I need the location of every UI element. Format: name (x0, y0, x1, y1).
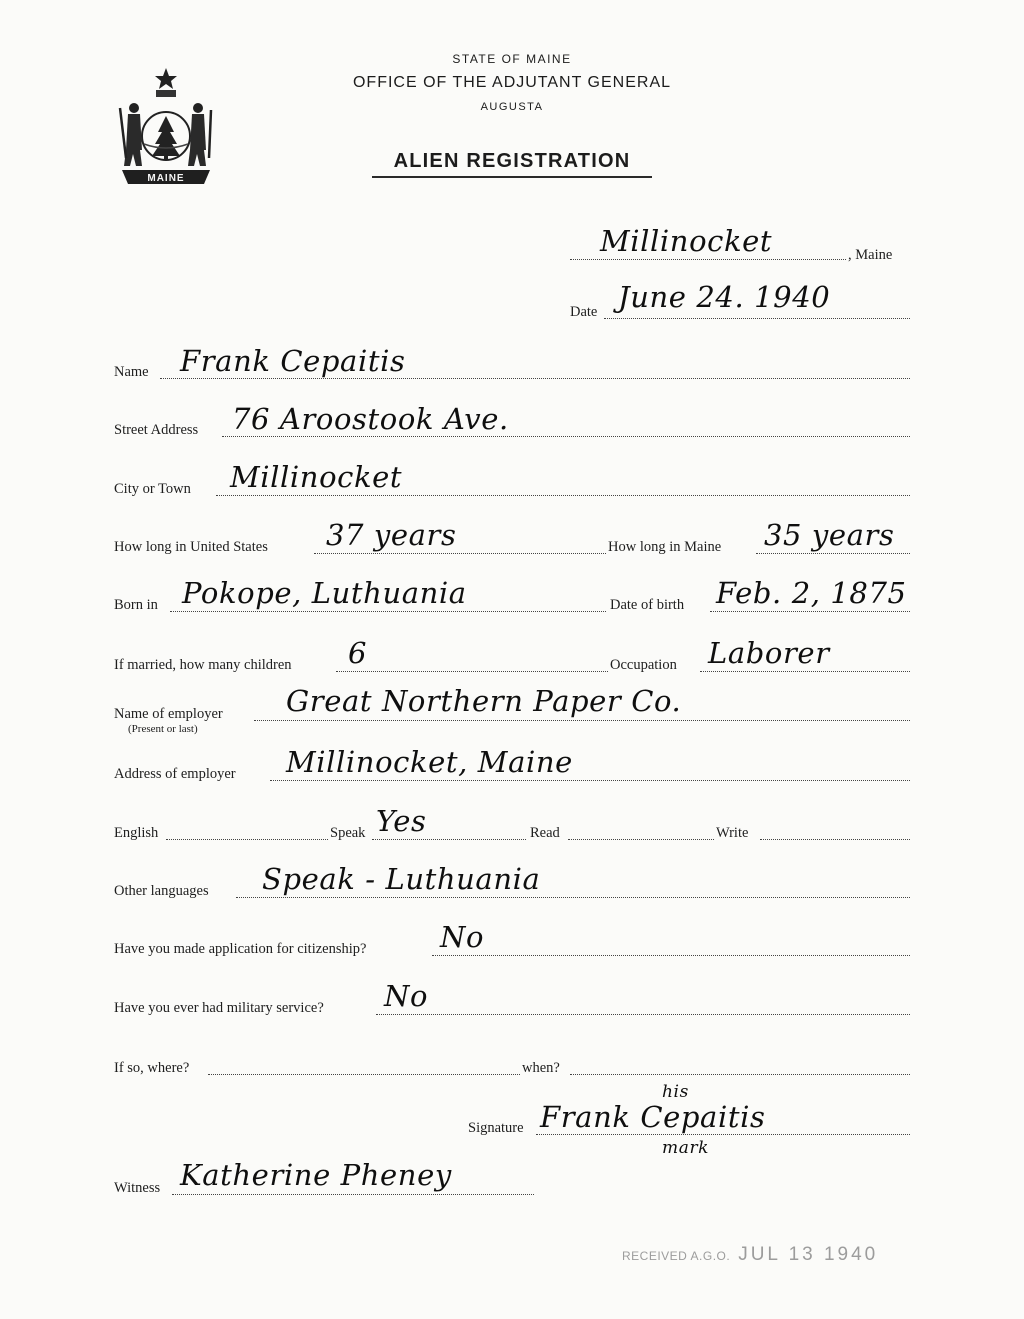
english-dotted-line (166, 839, 328, 840)
date-label: Date (570, 304, 598, 320)
occupation-dotted-line (700, 671, 910, 672)
occupation-label: Occupation (610, 657, 677, 673)
how-long-maine-label: How long in Maine (608, 539, 722, 555)
born-in-dotted-line (170, 611, 606, 612)
maine-state-seal (112, 62, 220, 190)
employer-address-dotted-line (270, 780, 910, 781)
witness-label: Witness (114, 1180, 161, 1196)
date-dotted-line (604, 318, 910, 319)
city-dotted-line (216, 495, 910, 496)
place-dotted-line (570, 259, 846, 260)
witness-dotted-line (172, 1194, 534, 1195)
employer-address-value: Millinocket, Maine (286, 745, 573, 779)
military-value: No (384, 979, 429, 1013)
citizenship-value: No (440, 920, 485, 954)
header-city: AUGUSTA (480, 101, 544, 113)
children-value: 6 (348, 636, 368, 670)
form-title: ALIEN REGISTRATION (393, 150, 631, 172)
header-office: OFFICE OF THE ADJUTANT GENERAL (352, 74, 672, 91)
speak-dotted-line (372, 839, 526, 840)
other-languages-dotted-line (236, 897, 910, 898)
write-dotted-line (760, 839, 910, 840)
city-value: Millinocket (230, 460, 403, 494)
employer-sublabel: (Present or last) (128, 723, 198, 735)
speak-label: Speak (330, 825, 366, 841)
how-long-us-value: 37 years (326, 518, 457, 552)
name-value: Frank Cepaitis (180, 344, 406, 378)
name-label: Name (114, 364, 149, 380)
read-label: Read (530, 825, 560, 841)
born-in-value: Pokope, Luthuania (182, 576, 467, 610)
speak-value: Yes (376, 804, 427, 838)
where-dotted-line (208, 1074, 520, 1075)
how-long-maine-dotted-line (756, 553, 910, 554)
place-label: , Maine (848, 247, 893, 263)
other-languages-value: Speak - Luthuania (262, 862, 541, 896)
employer-address-label: Address of employer (114, 766, 236, 782)
signature-label: Signature (468, 1120, 524, 1136)
title-underline (372, 176, 652, 178)
received-stamp (622, 1244, 878, 1266)
date-of-birth-label: Date of birth (610, 597, 685, 613)
citizenship-dotted-line (432, 955, 910, 956)
witness-value: Katherine Pheney (180, 1158, 452, 1192)
other-languages-label: Other languages (114, 883, 209, 899)
english-label: English (114, 825, 159, 841)
street-address-dotted-line (222, 436, 910, 437)
name-dotted-line (160, 378, 910, 379)
military-label: Have you ever had military service? (114, 1000, 324, 1016)
street-address-value: 76 Aroostook Ave. (232, 402, 509, 436)
how-long-us-label: How long in United States (114, 539, 268, 555)
city-label: City or Town (114, 481, 191, 497)
seal-text: MAINE (147, 173, 185, 184)
citizenship-label: Have you made application for citizenship? (114, 941, 367, 957)
where-label: If so, where? (114, 1060, 190, 1076)
read-dotted-line (568, 839, 714, 840)
date-of-birth-value: Feb. 2, 1875 (716, 576, 907, 610)
date-value: June 24. 1940 (618, 280, 831, 314)
signature-dotted-line (536, 1134, 910, 1135)
signature-mark-text: mark (662, 1138, 710, 1158)
date-of-birth-dotted-line (710, 611, 910, 612)
military-dotted-line (376, 1014, 910, 1015)
children-dotted-line (336, 671, 608, 672)
signature-above-text: his (662, 1082, 689, 1102)
signature-value: Frank Cepaitis (540, 1100, 766, 1134)
born-in-label: Born in (114, 597, 158, 613)
how-long-maine-value: 35 years (764, 518, 895, 552)
employer-dotted-line (254, 720, 910, 721)
children-label: If married, how many children (114, 657, 292, 673)
place-value: Millinocket (600, 224, 773, 258)
street-address-label: Street Address (114, 422, 199, 438)
header-state: STATE OF MAINE (452, 52, 572, 66)
how-long-us-dotted-line (314, 553, 606, 554)
received-stamp-date: JUL 13 1940 (738, 1244, 879, 1265)
occupation-value: Laborer (708, 636, 830, 670)
write-label: Write (716, 825, 749, 841)
employer-value: Great Northern Paper Co. (286, 684, 682, 718)
when-label: when? (522, 1060, 560, 1076)
received-stamp-text: RECEIVED A.G.O. (622, 1249, 731, 1263)
when-dotted-line (570, 1074, 910, 1075)
employer-label: Name of employer (114, 706, 223, 722)
